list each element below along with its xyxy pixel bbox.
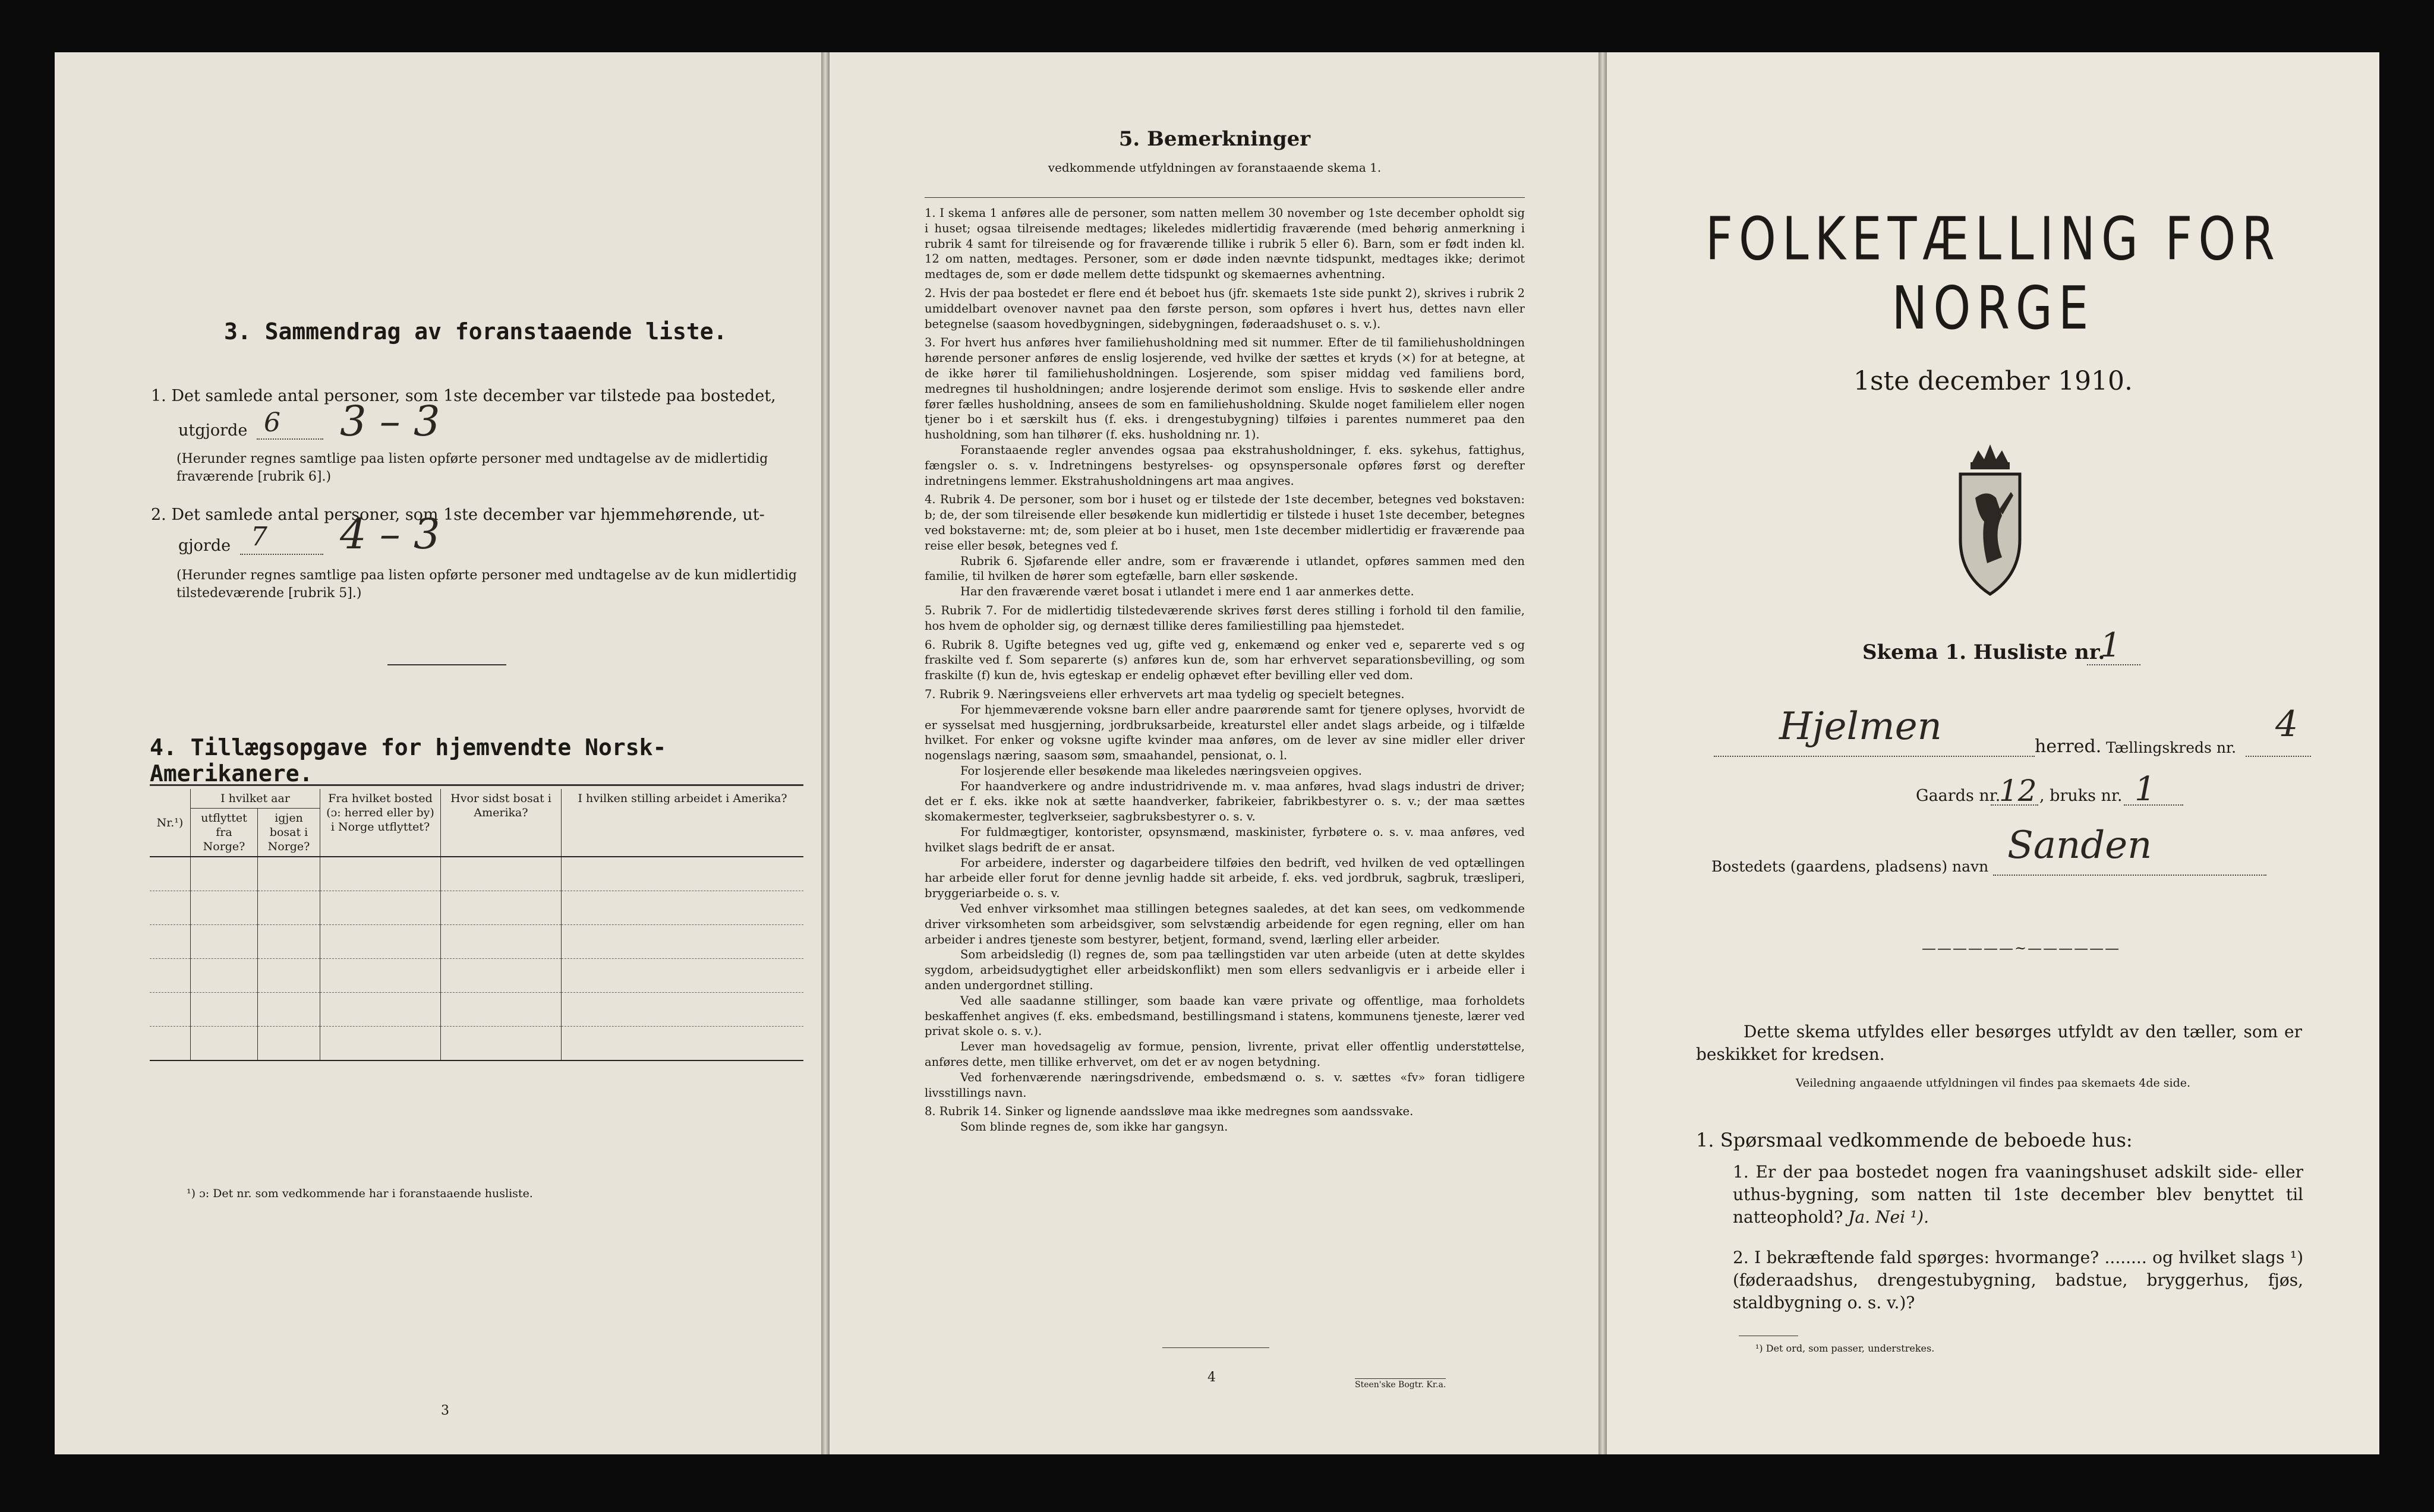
item-2-note: (Herunder regnes samtlige paa listen opførte personer med undtagelse av de kun midlertidig tilstedeværende [rubrik 5].) xyxy=(176,568,797,601)
table-row xyxy=(150,1027,803,1061)
gaards-label: Gaards nr. xyxy=(1916,787,2001,805)
bruks-label: , bruks nr. xyxy=(2039,787,2123,805)
herred-value: Hjelmen xyxy=(1779,705,1942,749)
husliste-dots xyxy=(2087,664,2140,665)
ornament-rule: ——————~—————— xyxy=(1922,940,2121,957)
remark-paragraph: Lever man hovedsagelig av formue, pension, livrente, privat eller offentlig understøttelse, anføres dette, men tillike erhvervet, om det er av nogen betydning. xyxy=(925,1040,1525,1069)
form-date: 1ste december 1910. xyxy=(1853,366,2133,396)
remark-paragraph: For losjerende eller besøkende maa likeledes næringsveien opgives. xyxy=(960,763,1362,778)
item-1-handwritten: 3 – 3 xyxy=(340,397,440,446)
bruks-dots xyxy=(2124,804,2183,806)
col-fra-bosted: Fra hvilket bosted (ɔ: herred eller by) i Norge utflyttet? xyxy=(320,789,441,857)
item-2-prefix: gjorde xyxy=(178,536,231,555)
table-row xyxy=(150,993,803,1027)
kreds-value: 4 xyxy=(2275,703,2299,745)
page-fold xyxy=(821,52,830,1454)
page-number: 3 xyxy=(441,1403,449,1418)
intro-text: Dette skema utfyldes eller besørges utfyldt av den tæller, som er beskikket for kredsen. xyxy=(1696,1022,2302,1064)
remark-paragraph: Foranstaaende regler anvendes ogsaa paa ekstrahusholdninger, f. eks. sykehus, fattighus, fængsler o. s. v. Indretningens bestyrelses- og opsynspersonale opføres først og derefter indretningens lemmer. Ekstrahusholdningens art maa angives. xyxy=(925,443,1525,488)
kreds-dots xyxy=(2246,756,2311,757)
table-row xyxy=(150,959,803,993)
herred-dots xyxy=(1714,756,2035,757)
item-1-note: (Herunder regnes samtlige paa listen opførte personer med undtagelse av de midlertidig fraværende [rubrik 6].) xyxy=(176,452,768,484)
page-4 xyxy=(830,52,1600,1454)
page-1 xyxy=(1607,52,2379,1454)
item-1-value: 6 xyxy=(264,408,280,438)
item-1-prefix: utgjorde xyxy=(178,421,248,440)
remark-paragraph: Ved enhver virksomhet maa stillingen betegnes saaledes, at det kan sees, om vedkommende driver virksomheten som arbeidsgiver, som selvstændig arbeidende for egen regning, eller om han arbeider i andres tjeneste som bestyrer, betjent, formand, svend, lærling eller arbeider. xyxy=(925,902,1525,946)
remark-paragraph: Ved forhenværende næringsdrivende, embedsmænd o. s. v. sættes «fv» foran tidligere livsstillings navn. xyxy=(925,1070,1525,1100)
remarks-title: 5. Bemerkninger xyxy=(1118,127,1311,151)
gaards-dots xyxy=(1991,804,2038,806)
remark-paragraph: Som arbeidsledig (l) regnes de, som paa tællingstiden var uten arbeide (uten at dette skyldes sygdom, arbeidsudygtighet eller arbeidskonflikt) men som ellers sedvanligvis er i arbeide eller i anden undergordnet stilling. xyxy=(925,948,1525,993)
item-2-handwritten: 4 – 3 xyxy=(340,510,440,558)
bruks-value: 1 xyxy=(2135,770,2156,809)
remark-paragraph: For fuldmægtiger, kontorister, opsynsmænd, maskinister, fyrbøtere o. s. v. maa anføres, ved hvilket slags bedrift de er ansat. xyxy=(925,825,1525,854)
col-stilling: I hvilken stilling arbeidet i Amerika? xyxy=(562,789,804,857)
item-2-dots xyxy=(240,554,323,555)
remark-paragraph: 5. Rubrik 7. For de midlertidig tilstedeværende skrives først deres stilling i forhold til den familie, hos hvem de opholder sig, og dernæst tillike deres familiestilling paa hjemstedet. xyxy=(925,603,1525,633)
herred-label: herred. xyxy=(2035,736,2102,757)
table-footnote: ¹) ɔ: Det nr. som vedkommende har i foranstaaende husliste. xyxy=(187,1187,533,1200)
page-fold xyxy=(1599,52,1607,1454)
schema-label: Skema 1. Husliste nr. xyxy=(1862,640,2105,664)
col-igjen: igjen bosat i Norge? xyxy=(258,809,320,857)
remark-paragraph: For hjemmeværende voksne barn eller andre paarørende samt for tjenere oplyses, hvorvidt de er sysselsat med husgjerning, jordbruksarbeide, kreaturstel eller andet slags arbeide, og i tilfælde hvilket. For enker og voksne ugifte kvinder maa anføres, om de lever av sine midler eller driver nogenslags næring, saasom søm, smaahandel, pensionat, o. l. xyxy=(925,702,1525,763)
remark-paragraph: For haandverkere og andre industridrivende m. v. maa anføres, hvad slags industri de driver; det er f. eks. ikke nok at sætte haandverker, fabrikeier, fabrikbestyrer o. s. v.; der maa sættes skomakermester, teglverkseier, sagbruksbestyrer o. s. v. xyxy=(925,779,1525,824)
remarks-subtitle: vedkommende utfyldningen av foranstaaende skema 1. xyxy=(1048,160,1382,175)
coat-of-arms-icon xyxy=(1951,438,2029,599)
table-row xyxy=(150,925,803,959)
item-1-text: 1. Det samlede antal personer, som 1ste december var tilstede paa bostedet, xyxy=(151,387,776,405)
table-row xyxy=(150,857,803,891)
husliste-number: 1 xyxy=(2100,626,2121,665)
footnote: ¹) Det ord, som passer, understrekes. xyxy=(1755,1343,1935,1354)
remark-paragraph: 8. Rubrik 14. Sinker og lignende aandssløve maa ikke medregnes som aandssvake. xyxy=(925,1104,1414,1119)
norsk-amerikanere-table xyxy=(150,789,803,1061)
remark-paragraph: 2. Hvis der paa bostedet er flere end ét beboet hus (jfr. skemaets 1ste side punkt 2), skrives i rubrik 2 umiddelbart ovenover navnet paa den første person, som opføres i hvert hus, dettes navn eller betegnelse (saasom hovedbygningen, sidebygningen, føderaadshuset o. s. v.). xyxy=(925,286,1525,331)
item-2-text: 2. Det samlede antal personer, som 1ste december var hjemmehørende, ut- xyxy=(151,506,765,524)
question-1-answer: Ja. Nei ¹). xyxy=(1848,1207,1929,1227)
page-number: 4 xyxy=(1207,1370,1216,1385)
col-nr: Nr.¹) xyxy=(150,789,191,857)
col-group: I hvilket aar xyxy=(191,789,320,809)
col-hvor-sidst: Hvor sidst bosat i Amerika? xyxy=(441,789,562,857)
question-1-text: 1. Er der paa bostedet nogen fra vaaningshuset adskilt side- eller uthus-bygning, som natten til 1ste december blev benyttet til natteophold? xyxy=(1733,1162,2303,1227)
section-3-title: 3. Sammendrag av foranstaaende liste. xyxy=(224,318,727,345)
printer-imprint: Steen'ske Bogtr. Kr.a. xyxy=(1355,1378,1446,1390)
page-3 xyxy=(55,52,821,1454)
bosted-value: Sanden xyxy=(2007,823,2152,867)
separator-rule xyxy=(387,664,506,665)
item-1-dots xyxy=(257,438,323,440)
gaards-value: 12 xyxy=(1999,774,2037,808)
remark-paragraph: 1. I skema 1 anføres alle de personer, som natten mellem 30 november og 1ste december opholdt sig i huset; ogsaa tilreisende medtages; likeledes midlertidig fraværende (med behørig anmerkning i rubrik 4 samt for tilreisende og for fraværende tillike i rubrik 5 eller 6). Barn, som er født inden kl. 12 om natten, medtages. Personer, som er døde inden nævnte tidspunkt, medtages ikke; derimot medtages de, som er døde mellem dette tidspunkt og skemaernes avhentning. xyxy=(925,206,1525,282)
questions-header: 1. Spørsmaal vedkommende de beboede hus: xyxy=(1696,1129,2133,1151)
bosted-dots xyxy=(1993,875,2266,876)
bosted-label: Bostedets (gaardens, pladsens) navn xyxy=(1711,858,1989,875)
remark-paragraph: 4. Rubrik 4. De personer, som bor i huset og er tilstede der 1ste december, betegnes ved bokstaven: b; de, der som tilreisende eller besøkende kun midlertidig er tilstede i huset 1ste december, betegnes ved bokstaverne: mt; de, som pleier at bo i huset, men 1ste december midlertidig er fraværende paa reise eller besøk, betegnes ved f. xyxy=(925,493,1525,553)
remark-paragraph: Rubrik 6. Sjøfarende eller andre, som er fraværende i utlandet, opføres sammen med den familie, til hvilken de hører som egtefælle, barn eller søskende. xyxy=(925,554,1525,583)
remark-paragraph: 6. Rubrik 8. Ugifte betegnes ved ug, gifte ved g, enkemænd og enker ved e, separerte ved s og fraskilte ved f. Som separerte (s) anføres kun de, som har erhvervet separationsbevilling, og som fraskilte (f) kun de, hvis egteskap er endelig ophævet efter bevilling eller ved dom. xyxy=(925,637,1525,683)
remark-paragraph: 7. Rubrik 9. Næringsveiens eller erhvervets art maa tydelig og specielt betegnes. xyxy=(925,687,1405,701)
remark-paragraph: 3. For hvert hus anføres hver familiehusholdning med sit nummer. Efter de til familiehusholdningen hørende personer anføres de enslig losjerende, ved hvilke der sættes et kryds (×) for at betegne, at de ikke hører til familiehusholdningen. Losjerende, som spiser middag ved familiens bord, medregnes til husholdningen; andre losjerende derimot som enslige. Hvis to søskende eller andre fører fælles husholdning, ansees de som en familiehusholdning. Skulde noget familielem eller nogen tjener bo i et særskilt hus (f. eks. i drengestubygning) tilføies i parentes nummeret paa den husholdning, som han tilhører (f. eks. husholdning nr. 1). xyxy=(925,336,1525,442)
form-title: FOLKETÆLLING FOR NORGE xyxy=(1705,204,2281,343)
remark-paragraph: Har den fraværende været bosat i utlandet i mere end 1 aar anmerkes dette. xyxy=(960,585,1414,599)
remark-paragraph: Som blinde regnes de, som ikke har gangsyn. xyxy=(960,1120,1228,1134)
question-1 xyxy=(1733,1161,2303,1229)
question-2: 2. I bekræftende fald spørges: hvormange? ........ og hvilket slags ¹) (føderaadshus, drengestubygning, badstue, bryggerhus, fjøs, staldbygning o. s. v.)? xyxy=(1733,1248,2303,1312)
table-top-rule xyxy=(150,784,803,786)
kreds-label: Tællingskreds nr. xyxy=(2106,739,2237,756)
remark-paragraph: Ved alle saadanne stillinger, som baade kan være private og offentlige, maa forholdets beskaffenhet angives (f. eks. embedsmand, bestillingsmand i statens, kommunens tjeneste, lærer ved privat skole o. s. v.). xyxy=(925,993,1525,1038)
remarks-top-rule xyxy=(925,197,1525,198)
veiledning-text: Veiledning angaaende utfyldningen vil findes paa skemaets 4de side. xyxy=(1795,1077,2191,1090)
col-utflyttet: utflyttet fra Norge? xyxy=(191,809,258,857)
section-4-title: 4. Tillægsopgave for hjemvendte Norsk-Amerikanere. xyxy=(150,734,667,787)
remarks-end-rule xyxy=(1162,1347,1269,1348)
item-2-value: 7 xyxy=(251,522,267,552)
remark-paragraph: For arbeidere, inderster og dagarbeidere tilføies den bedrift, ved hvilken de ved optællingen har arbeide eller forut for denne jevnlig hadde sit arbeide, f. eks. ved jordbruk, sagbruk, træsliperi, bryggeriarbeide o. s. v. xyxy=(925,856,1525,901)
table-row xyxy=(150,891,803,925)
remarks-body xyxy=(925,206,1525,1135)
